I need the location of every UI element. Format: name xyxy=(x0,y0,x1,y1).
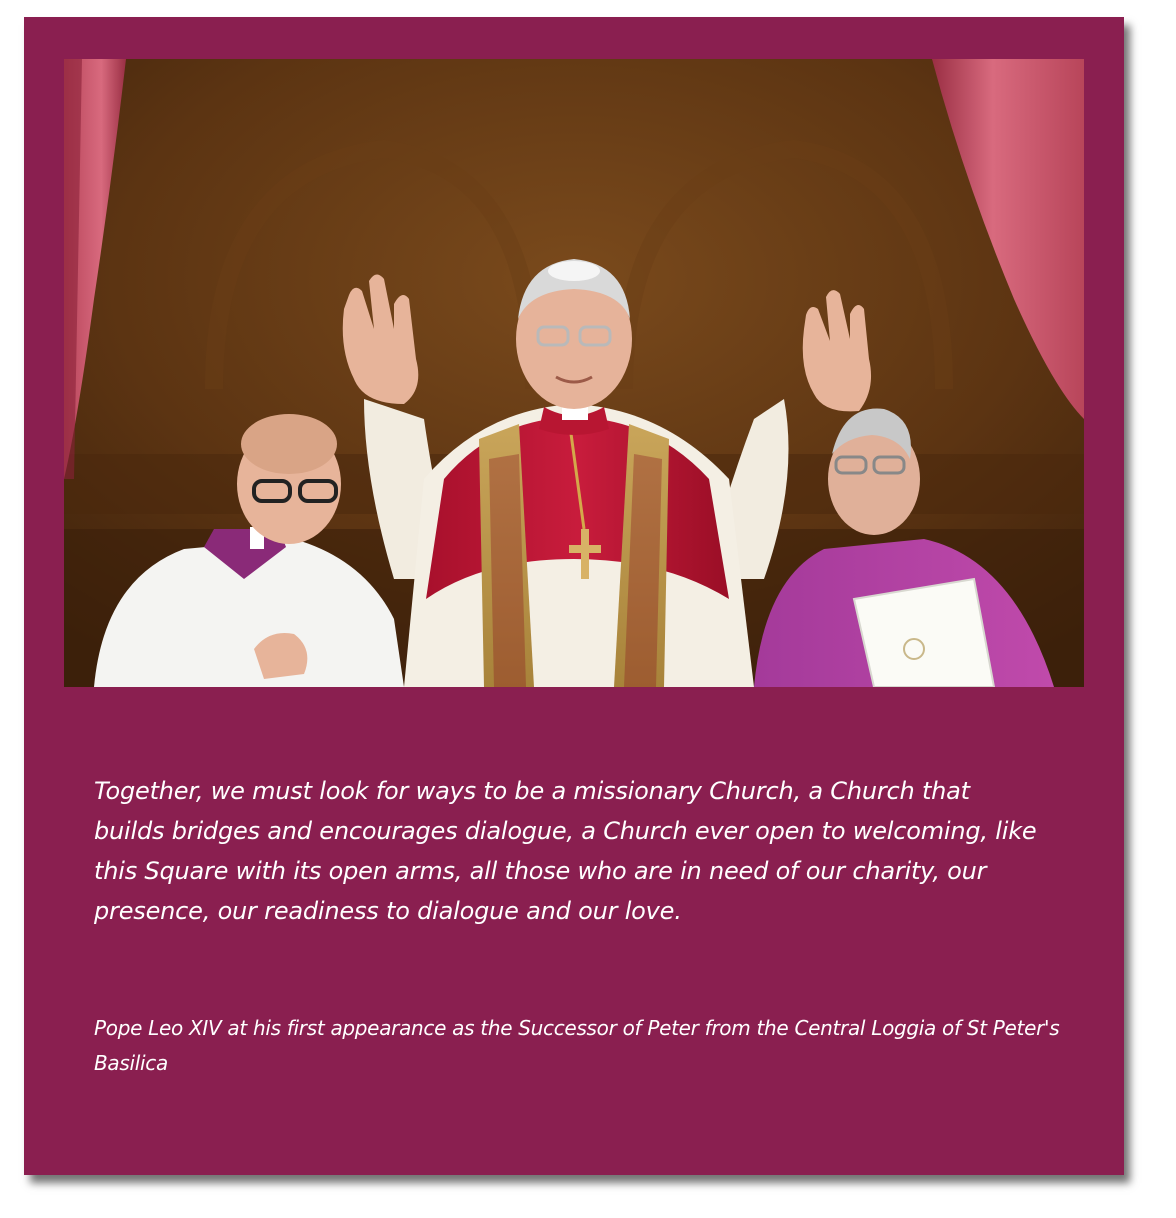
photo-caption: Pope Leo XIV at his first appearance as the Successor of Peter from the Central Loggia of St Peter's Basilica xyxy=(94,1016,1060,1075)
quote-card xyxy=(24,17,1124,1175)
photo xyxy=(64,59,1084,687)
photo-illustration xyxy=(64,59,1084,687)
quote-text: Together, we must look for ways to be a missionary Church, a Church that builds bridges and encourages dialogue, a Church ever open to welcoming, like this Square with its open arms, all those who are in need of our charity, our presence, our readiness to dialogue and our love. xyxy=(94,777,1037,925)
